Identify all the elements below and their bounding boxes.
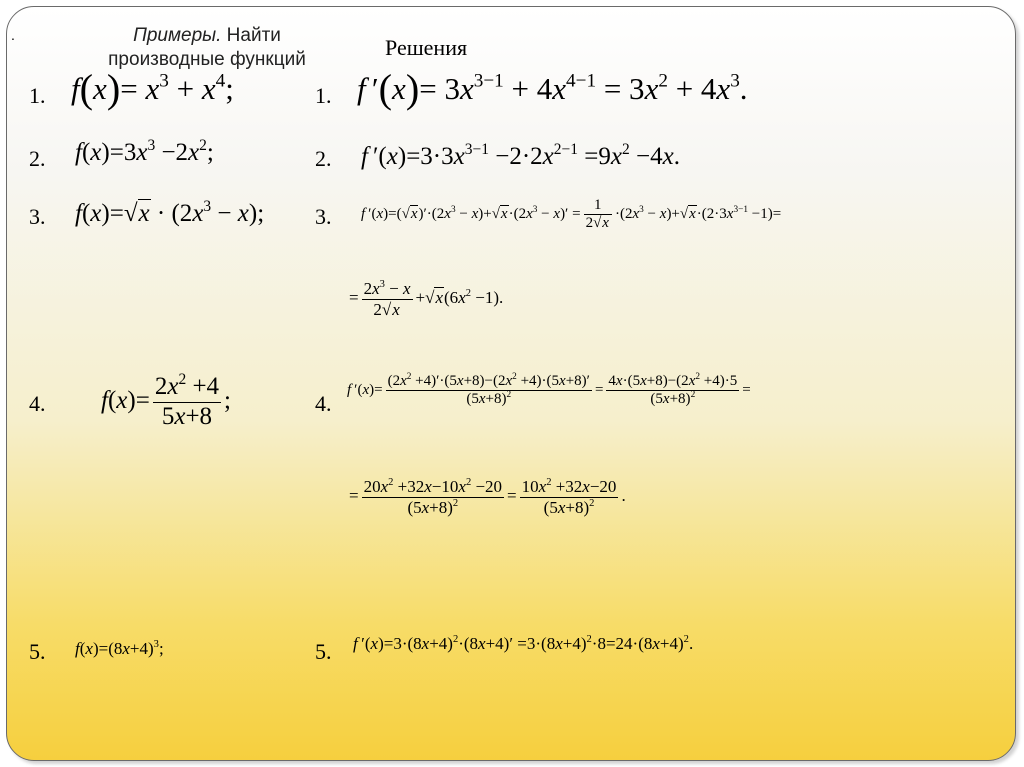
solution-formula-1: f $'(x)= 3x^{3-1} + 4x^{4-1} = 3x^2 + 4x^3$. <box>357 66 748 112</box>
solution-formula-3-line1: f $'(x)=(√x)'\cdot(2x^3 - x)+√x\cdot(2x^3 - x)'$ = $\frac{1}{2√x}$ $\cdot(2x^3 - x)+√x\cdot(2\cdot 3x^{3-1} -1)=$ <box>361 197 782 232</box>
slide <box>6 6 1016 761</box>
solution-formula-4-line1: f ′(x)= $\frac{(2x^2 +4)'\cdot(5x+8)-(2x^2 +4)\cdot(5x+8)'}{(5x+8)^2}$ = $\frac{4x\cdot(5x+8)-(2x^2 +4)\cdot 5}{(5x+8)^2}$ = <box>347 371 751 408</box>
examples-heading-rest: Найти <box>221 25 281 46</box>
problem-number-1: 1. <box>29 83 46 108</box>
problem-formula-4: f(x)= $\frac{2x^2 +4}{5x+8}$ ; <box>101 370 231 430</box>
problem-formula-5: $f(x)=(8x+4)^3$; <box>75 639 164 658</box>
solution-number-4: 4. <box>315 391 332 416</box>
examples-heading-italic: Примеры. <box>133 25 222 46</box>
solution-number-5: 5. <box>315 639 332 664</box>
solution-formula-4-line2: = $\frac{20x^2 +32x-10x^2 -20}{(5x+8)^2}$ = $\frac{10x^2 +32x-20}{(5x+8)^2}$ . <box>349 477 626 517</box>
problem-formula-3: $f(x)=√x \cdot (2x^3 - x)$; <box>75 197 265 227</box>
solution-formula-5: f $'(x)=3\cdot(8x+4)^2\cdot(8x+4)' =3\cdot(8x+4)^2\cdot 8=24\cdot(8x+4)^2$. <box>353 634 694 653</box>
problem-formula-2: $f(x)=3x^3 -2x^2$; <box>75 136 214 166</box>
solutions-heading: Решения <box>385 35 468 60</box>
problem-formula-1: $f(x)= x^3 + x^4$; <box>71 66 234 112</box>
problem-number-3: 3. <box>29 204 46 229</box>
solution-number-1: 1. <box>315 83 332 108</box>
problem-number-5: 5. <box>29 639 46 664</box>
solution-formula-2: f $'(x)=3\cdot 3x^{3-1} -2\cdot 2x^{2-1} =9x^2 -4x$. <box>361 140 680 170</box>
problem-number-2: 2. <box>29 146 46 171</box>
problem-number-4: 4. <box>29 391 46 416</box>
examples-heading <box>77 24 337 72</box>
examples-heading-line2: производные функций <box>108 49 306 70</box>
solution-formula-3-line2: = $\frac{2x^3 - x}{2√x}$ $+√x(6x^2 -1)$. <box>349 279 504 319</box>
stray-dot: . <box>11 27 15 43</box>
solution-number-3: 3. <box>315 204 332 229</box>
solution-number-2: 2. <box>315 146 332 171</box>
